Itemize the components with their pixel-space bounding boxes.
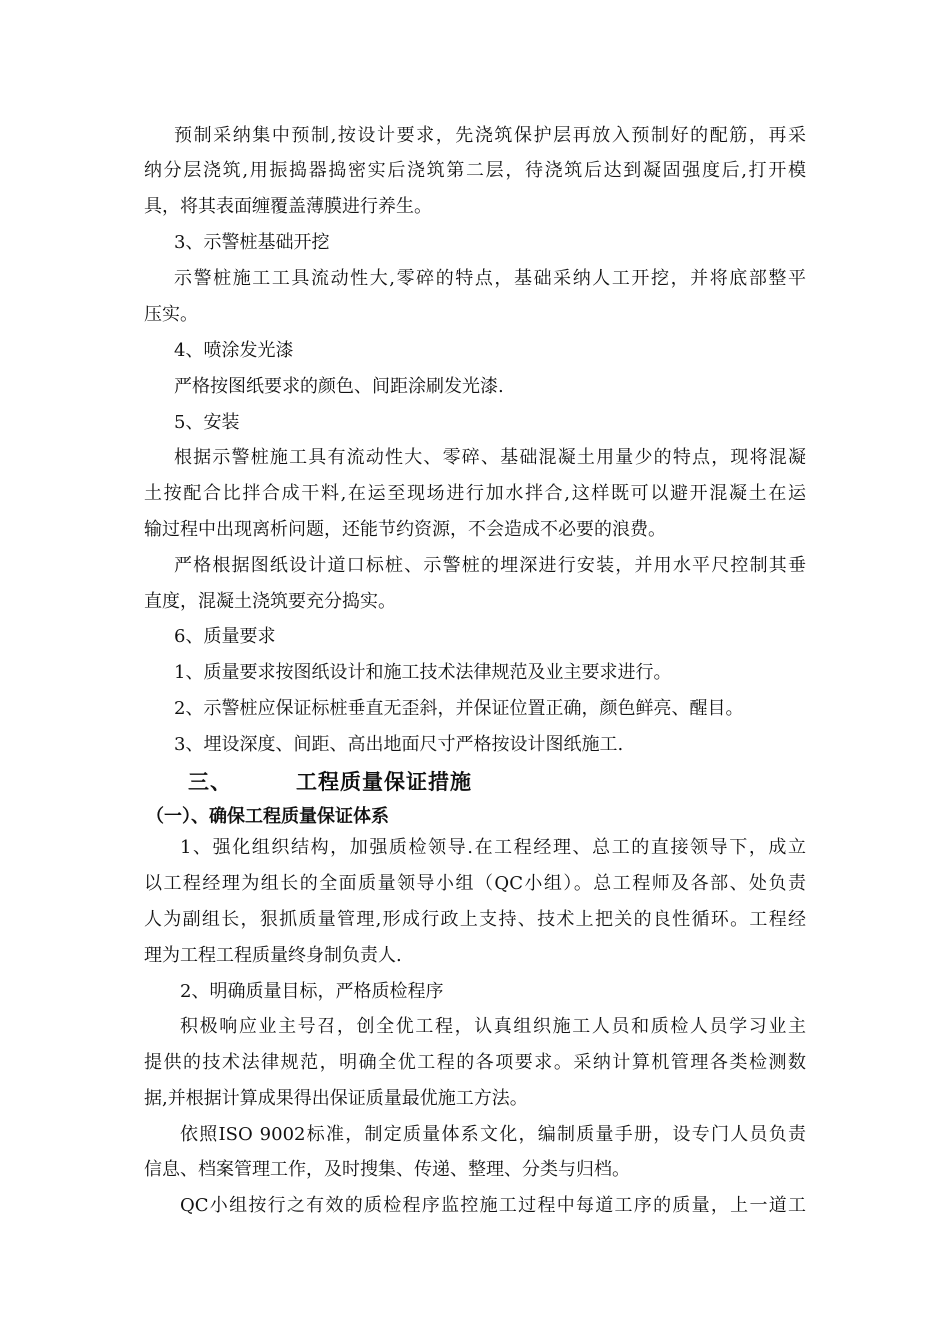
list-item: 2、示警桩应保证标桩垂直无歪斜，并保证位置正确，颜色鲜亮、醒目。 <box>174 698 744 719</box>
item-heading: 6、质量要求 <box>174 626 276 647</box>
section-number: 三、 <box>188 770 232 794</box>
paragraph-line: 严格按图纸要求的颜色、间距涂刷发光漆. <box>174 376 504 397</box>
paragraph-line: 直度，混凝土浇筑要充分捣实。 <box>144 591 396 612</box>
item-heading: 5、安装 <box>174 412 240 433</box>
paragraph-line: 积极响应业主号召，创全优工程，认真组织施工人员和质检人员学习业主 <box>180 1016 806 1037</box>
paragraph-line: 提供的技术法律规范，明确全优工程的各项要求。采纳计算机管理各类检测数 <box>144 1052 806 1073</box>
item-heading: 4、喷涂发光漆 <box>174 340 294 361</box>
paragraph-line: 人为副组长，狠抓质量管理,形成行政上支持、技术上把关的良性循环。工程经 <box>144 909 806 930</box>
section-title: 工程质量保证措施 <box>296 770 472 794</box>
paragraph-line: 依照ISO 9002标准，制定质量体系文化，编制质量手册，设专门人员负责 <box>180 1124 806 1145</box>
item-heading: 3、示警桩基础开挖 <box>174 232 330 253</box>
paragraph-line: 1、强化组织结构，加强质检领导.在工程经理、总工的直接领导下，成立 <box>180 837 806 858</box>
paragraph-line: 以工程经理为组长的全面质量领导小组（QC小组）。总工程师及各部、处负责 <box>144 873 806 894</box>
paragraph-line: 示警桩施工工具流动性大,零碎的特点，基础采纳人工开挖，并将底部整平 <box>174 268 806 289</box>
list-item: 1、质量要求按图纸设计和施工技术法律规范及业主要求进行。 <box>174 662 672 683</box>
paragraph-line: 信息、档案管理工作，及时搜集、传递、整理、分类与归档。 <box>144 1159 630 1180</box>
paragraph-line: 理为工程工程质量终身制负责人. <box>144 945 402 966</box>
paragraph-line: 纳分层浇筑,用振捣器捣密实后浇筑第二层，待浇筑后达到凝固强度后,打开模 <box>144 160 806 181</box>
list-item: 3、埋设深度、间距、高出地面尺寸严格按设计图纸施工. <box>174 734 624 755</box>
paragraph-line: 土按配合比拌合成干料,在运至现场进行加水拌合,这样既可以避开混凝土在运 <box>144 483 806 504</box>
paragraph-line: QC小组按行之有效的质检程序监控施工过程中每道工序的质量，上一道工 <box>180 1195 806 1216</box>
subsection-heading: （一）、确保工程质量保证体系 <box>146 806 389 827</box>
paragraph-line: 严格根据图纸设计道口标桩、示警桩的埋深进行安装，并用水平尺控制其垂 <box>174 555 806 576</box>
item-heading: 2、明确质量目标，严格质检程序 <box>180 981 444 1002</box>
paragraph-line: 具，将其表面缠覆盖薄膜进行养生。 <box>144 196 432 217</box>
paragraph-line: 据,并根据计算成果得出保证质量最优施工方法。 <box>144 1088 528 1109</box>
paragraph-line: 压实。 <box>144 304 198 325</box>
paragraph-line: 预制采纳集中预制,按设计要求，先浇筑保护层再放入预制好的配筋，再采 <box>174 125 806 146</box>
paragraph-line: 输过程中出现离析问题，还能节约资源，不会造成不必要的浪费。 <box>144 519 666 540</box>
paragraph-line: 根据示警桩施工具有流动性大、零碎、基础混凝土用量少的特点，现将混凝 <box>174 447 806 468</box>
section-heading <box>188 766 472 796</box>
